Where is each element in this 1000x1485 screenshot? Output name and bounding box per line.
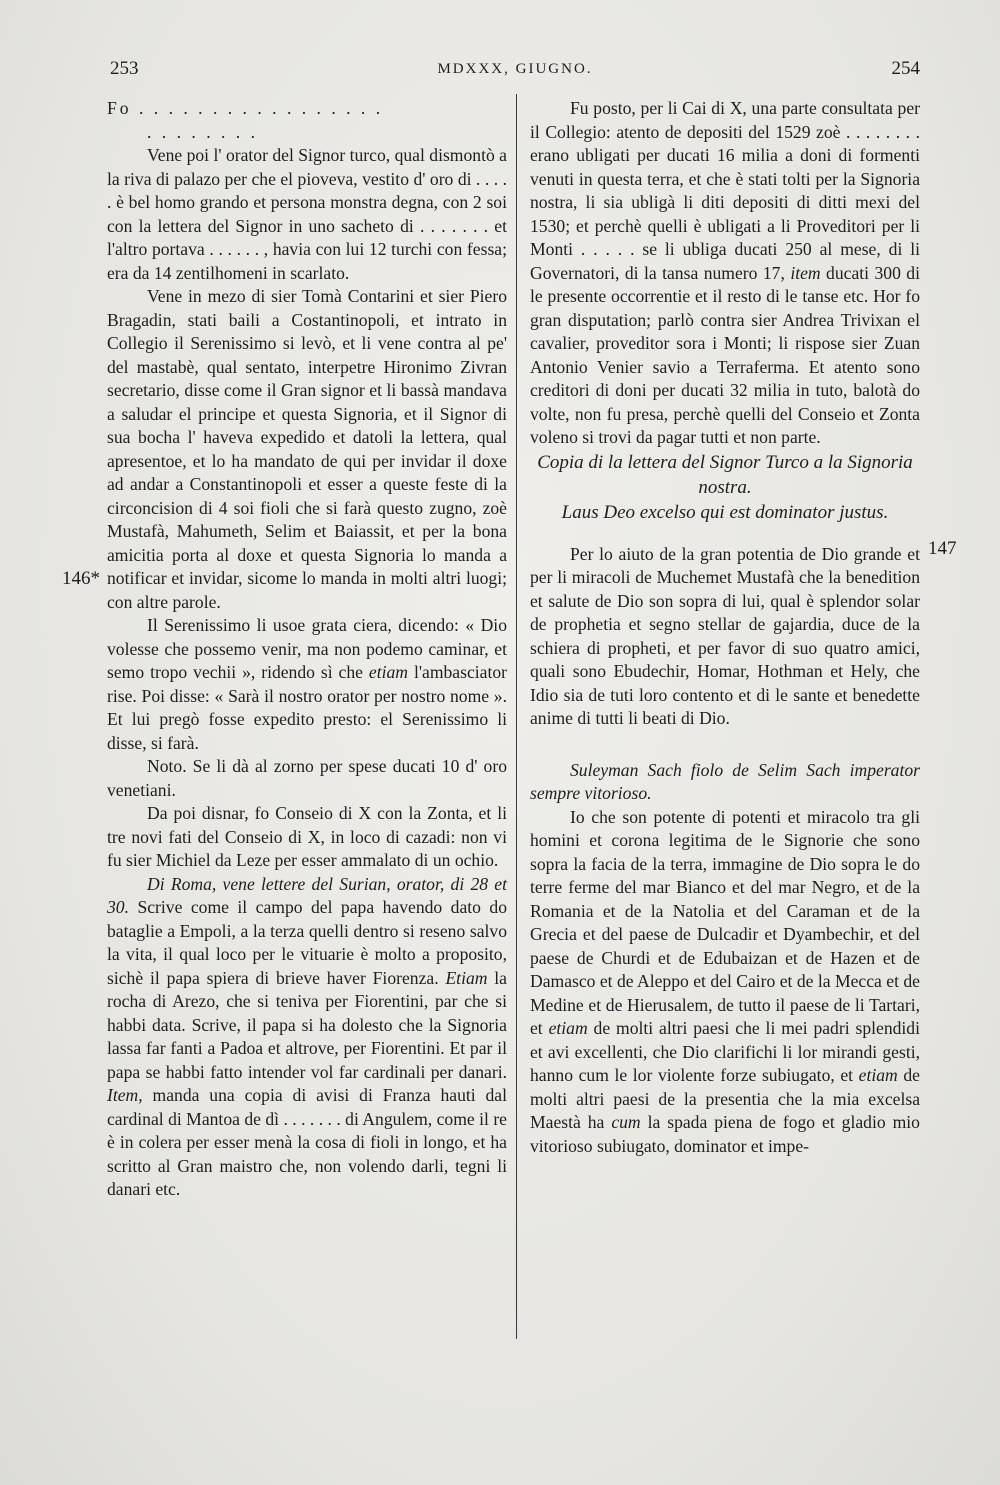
spacer <box>530 731 920 759</box>
right-column <box>530 97 920 1158</box>
letter-heading: Copia di la lettera del Signor Turco a la Signoria nostra. <box>537 451 913 498</box>
paragraph-conseio: Da poi disnar, fo Conseio di X con la Zonta, et li tre novi fati del Conseio di X, in loco di cazadi: non vi fu sier Michiel da Leze per esser ammalato di un ochio. <box>107 803 507 870</box>
laus-deo-line: Laus Deo excelso qui est dominator justus. <box>561 501 889 523</box>
page-number-left: 253 <box>110 58 139 79</box>
paragraph-orator: Vene poi l' orator del Signor turco, qual dismontò a la riva di palazo per che el pioveva, vestito d' oro di . . . . . è bel homo grando et persona monstra degna, con 2 soi con la lettera del Signor in uno sacheto di . . . . . . . et l'altro portava . . . . . . , havia con lui 12 turchi con fessa; era da 14 zentilhomeni in scarlato. <box>107 145 507 283</box>
paragraph-suleyman: Suleyman Sach fiolo de Selim Sach imperator sempre vitorioso. <box>530 759 920 803</box>
paragraph-aiuto: Per lo aiuto de la gran potentia de Dio grande et per li miracoli de Muchemet Mustafà che la benedition et salute de Dio son sopra di lui, qual è splendor solar de prophetia et segno stellar de gajardia, duce de la schiera di propheti, et per favor di suo quatro amici, quali sono Ebudechir, Homar, Hothman et Hely, che Idio sia de tuti loro contento et di le sante et benedette anime di tutti li beati di Dio. <box>530 543 920 728</box>
running-title: MDXXX, GIUGNO. <box>437 61 593 77</box>
left-column <box>107 97 507 1202</box>
margin-number-right: 147 <box>928 538 957 559</box>
paragraph-serenissimo: Il Serenissimo li usoe grata ciera, dicendo: « Dio volesse che possemo venir, ma non podemo caminar, et semo tropo vechii », ridendo sì che etiam l'ambasciator rise. Poi disse: « Sarà il nostro orator per nostro nome ». Et lui pregò fosse expedito presto: el Serenissimo li disse, si farà. <box>107 615 508 753</box>
paragraph-collegio: Vene in mezo di sier Tomà Contarini et sier Piero Bragadin, stati baili a Costantinopoli, et intrato in Collegio il Serenissimo si levò, et li vene contra al pe' del mastabè, qual sentato, interpetre Hironimo Zivran secretario, disse come il Gran signor et li bassà mandava a saludar el principe et questa Signoria, et il Signor di sua bocha l' haveva expedido et datoli la lettera, qual apresentoe, et lo ha mandato de qui per invidar il doxe ad andar a Constantinopoli et esser a queste feste di la circoncision di 4 soi fioli che si farà questo zugno, zoè Mustafà, Mahumeth, Selim et Baiassit, et per la bona amicitia porta al doxe et questa Signoria lo manda a notificar et invidar, sicome lo manda in molti altri luogi; con altre parole. <box>107 286 507 612</box>
margin-number-left: 146* <box>62 568 100 589</box>
paragraph-potente: Io che son potente di potenti et miracolo tra gli homini et corona legitima de le Signorie che sono sopra la facia de la terra, immagine de Dio sopra le do terre ferme del mar Bianco et del mar Negro, et de la Romania et de la Natolia et del Caraman et de la Grecia et del paese de Dulcadir et Dyambechir, et del paese de Churdi et de Edubaizan et de Hazen et de Damasco et de Aleppo et del Cairo et de la Mecca et de Medine et de Hierusalem, de tutto il paese de li Tartari, et etiam de molti altri paesi che li mei padri splendidi et avi excellenti, che Dio clarifichi li lor mirandi gesti, hanno cum le lor violente forze subiugato, et etiam de molti altri paesi de la presentia che la mia excelsa Maestà ha cum la spada piena de fogo et gladio mio vitorioso subiugato, dominator et impe- <box>530 806 920 1156</box>
page-header <box>110 58 920 88</box>
spacer <box>530 525 920 543</box>
paragraph-roma: Di Roma, vene lettere del Surian, orator, di 28 et 30. Scrive come il campo del papa havendo dato do bataglie a Empoli, a la terza quelli dentro si reseno salvo la vita, il qual loco per le vituarie è molto a proposito, sichè il papa spiera di brieve haver Fiorenza. Etiam la rocha di Arezo, che si teniva per Fiorentini, par che si habbi data. Scrive, il papa si ha dolesto che la Signoria lassa far fanti a Padoa et altrove, per Fiorentini. Et par il papa se habbi fatto intender vol far cardinali per danari. Item, manda una copia di avisi di Franza hauti dal cardinal di Mantoa de dì . . . . . . . di Angulem, come il re è in colera per esser menà la cosa di fioli in longo, et ha scritto al Gran maistro che, non volendo darli, tegni li danari etc. <box>107 873 507 1199</box>
ellipsis-line: . . . . . . . . <box>147 121 258 142</box>
paragraph-noto: Noto. Se li dà al zorno per spese ducati 10 d' oro venetiani. <box>107 756 507 800</box>
paragraph-parte: Fu posto, per li Cai di X, una parte consultata per il Collegio: atento de depositi del 1529 zoè . . . . . . . . erano ubligati per ducati 16 milia a doni di formenti venuti in questa terra, et che è stati tolti per la Signoria nostra, li sia ubligà li diti depositi di ditti mexi del 1530; et perchè quelli è ubligati a li Proveditori per li Monti . . . . . se li ubliga ducati 250 al mese, di li Governatori, di la tansa numero 17, item ducati 300 di le presente occorrentie et il resto di le tanse etc. Hor fo gran disputation; parlò contra sier Andrea Trivixan el cavalier, proveditor sora i Monti; li rispose sier Zuan Antonio Venier savio a Terraferma. Et atento sono creditori di doni per ducati 32 milia in tuto, balotà do volte, non fu presa, perchè quelli del Conseio et Zonta voleno si trovi da pagar tutti et non parte. <box>530 98 920 447</box>
page-number-right: 254 <box>891 58 920 79</box>
column-divider <box>516 94 517 1339</box>
paragraph-fo: Fo . . . . . . . . . . . . . . . . . <box>107 98 384 118</box>
